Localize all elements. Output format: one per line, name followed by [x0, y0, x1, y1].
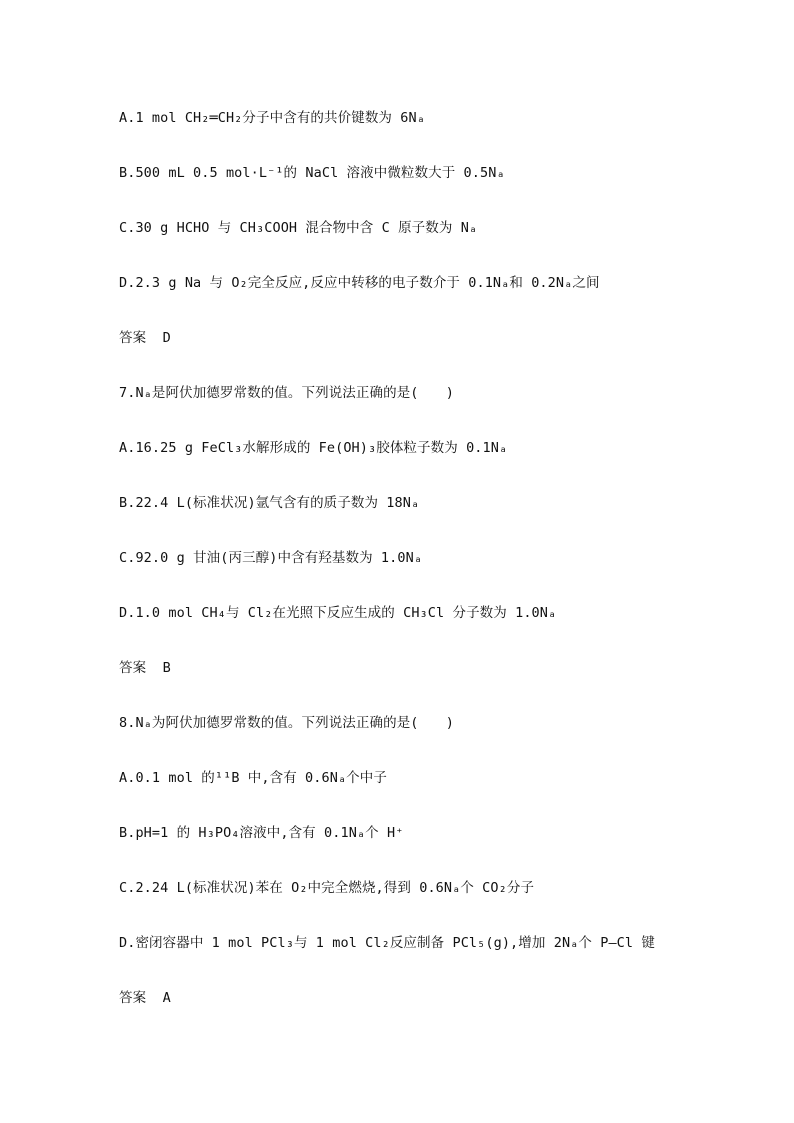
q6-option-c: C.30 g HCHO 与 CH₃COOH 混合物中含 C 原子数为 Nₐ [119, 220, 478, 236]
q7-option-a: A.16.25 g FeCl₃水解形成的 Fe(OH)₃胶体粒子数为 0.1Nₐ [119, 440, 508, 456]
q7-option-d: D.1.0 mol CH₄与 Cl₂在光照下反应生成的 CH₃Cl 分子数为 1.0Nₐ [119, 605, 557, 621]
q8-option-c: C.2.24 L(标准状况)苯在 O₂中完全燃烧,得到 0.6Nₐ个 CO₂分子 [119, 880, 535, 896]
q6-option-d: D.2.3 g Na 与 O₂完全反应,反应中转移的电子数介于 0.1Nₐ和 0.2Nₐ之间 [119, 275, 600, 291]
q8-stem: 8.Nₐ为阿伏加德罗常数的值。下列说法正确的是( ) [119, 715, 454, 731]
q8-option-d: D.密闭容器中 1 mol PCl₃与 1 mol Cl₂反应制备 PCl₅(g),增加 2Nₐ个 P—Cl 键 [119, 935, 655, 951]
q7-option-c: C.92.0 g 甘油(丙三醇)中含有羟基数为 1.0Nₐ [119, 550, 423, 566]
q7-answer: 答案 B [119, 660, 171, 676]
q8-option-a: A.0.1 mol 的¹¹B 中,含有 0.6Nₐ个中子 [119, 770, 387, 786]
q8-option-b: B.pH=1 的 H₃PO₄溶液中,含有 0.1Nₐ个 H⁺ [119, 825, 404, 841]
q6-answer: 答案 D [119, 330, 171, 346]
q8-answer: 答案 A [119, 990, 171, 1006]
q6-option-b: B.500 mL 0.5 mol·L⁻¹的 NaCl 溶液中微粒数大于 0.5Nₐ [119, 165, 505, 181]
q6-option-a: A.1 mol CH₂═CH₂分子中含有的共价键数为 6Nₐ [119, 110, 425, 126]
q7-stem: 7.Nₐ是阿伏加德罗常数的值。下列说法正确的是( ) [119, 385, 454, 401]
q7-option-b: B.22.4 L(标准状况)氩气含有的质子数为 18Nₐ [119, 495, 420, 511]
